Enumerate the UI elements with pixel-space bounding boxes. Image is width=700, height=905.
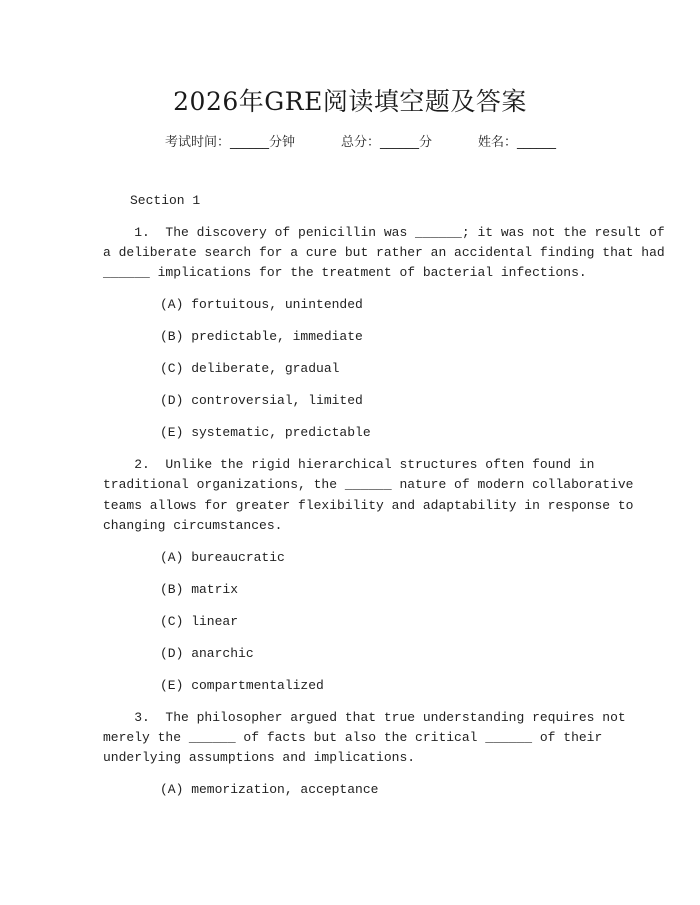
question-2-option-e: (E) compartmentalized xyxy=(160,678,324,693)
question-2-line-2: traditional organizations, the ______ nature of modern collaborative xyxy=(103,477,634,492)
question-3-option-a: (A) memorization, acceptance xyxy=(160,782,379,797)
question-2-line-4: changing circumstances. xyxy=(103,518,283,533)
total-score-label: 总分：______分 xyxy=(341,135,433,150)
exam-info xyxy=(165,131,556,150)
document-title: 2026年GRE阅读填空题及答案 xyxy=(173,87,527,116)
question-3-line-3: underlying assumptions and implications. xyxy=(103,750,416,765)
question-1-option-d: (D) controversial, limited xyxy=(160,393,363,408)
question-1-option-b: (B) predictable, immediate xyxy=(160,329,363,344)
question-1-line-1: 1. The discovery of penicillin was ______; it was not the result of xyxy=(103,225,665,240)
question-2-option-c: (C) linear xyxy=(160,614,239,629)
question-1-option-a: (A) fortuitous, unintended xyxy=(160,297,363,312)
question-2-option-b: (B) matrix xyxy=(160,582,239,597)
exam-time-label: 考试时间：______分钟 xyxy=(165,135,296,150)
question-2-line-1: 2. Unlike the rigid hierarchical structures often found in xyxy=(103,457,595,472)
question-1-option-c: (C) deliberate, gradual xyxy=(160,361,340,376)
question-3-line-2: merely the ______ of facts but also the critical ______ of their xyxy=(103,730,603,745)
question-3-line-1: 3. The philosopher argued that true understanding requires not xyxy=(103,710,626,725)
question-2-line-3: teams allows for greater flexibility and adaptability in response to xyxy=(103,498,634,513)
question-2-option-a: (A) bureaucratic xyxy=(160,550,285,565)
name-label: 姓名：______ xyxy=(478,135,557,150)
question-2-option-d: (D) anarchic xyxy=(160,646,254,661)
question-1-line-3: ______ implications for the treatment of bacterial infections. xyxy=(103,265,587,280)
question-1-line-2: a deliberate search for a cure but rather an accidental finding that had xyxy=(103,245,665,260)
section-heading: Section 1 xyxy=(130,193,201,208)
question-1-option-e: (E) systematic, predictable xyxy=(160,425,371,440)
